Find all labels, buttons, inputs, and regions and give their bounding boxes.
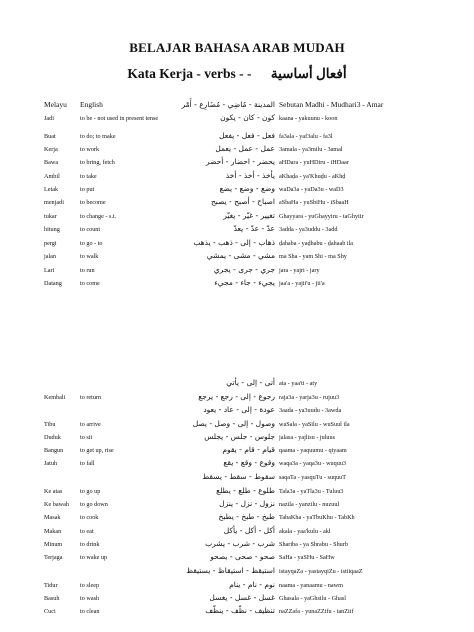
arabic-cell: استيقظ - استيقاظ - يستيقظ [186,566,275,575]
melayu-cell: Duduk [44,434,61,441]
arabic-cell: ذهاب - إلى - ذهب - يذهب [193,238,275,247]
english-cell: to walk [80,253,99,260]
arabic-cell: أكل - أكل - يأكل [223,526,275,535]
melayu-cell: Minum [44,541,63,548]
sebutan-cell: naama - yanaamu - nawm [279,582,343,589]
arabic-cell: طبخ - طبخ - يطبخ [218,512,275,521]
melayu-cell: Buat [44,133,56,140]
arabic-cell: قيام - قام - يقوم [222,445,275,454]
english-cell: to bring, fetch [80,159,115,166]
english-cell: to do; to make [80,133,116,140]
header-english: English [80,100,103,109]
arabic-cell: عدّ - عدّ - يعدّ [233,224,275,233]
sebutan-cell: jara - yajri - jary [279,267,320,274]
sebutan-cell: waqa3a - yaqa3u - wuquu3 [279,460,347,467]
melayu-cell: menjadi [44,199,64,206]
english-cell: to change - s.t. [80,213,117,220]
sebutan-cell: 3aada - ya3uudu - 3awda [279,407,342,414]
melayu-cell: hitung [44,226,60,233]
sebutan-cell: TabaKha - yaTbuKhu - TabKh [279,514,355,521]
melayu-cell: tukar [44,213,57,220]
melayu-cell: Ambil [44,173,60,180]
english-cell: to run [80,267,95,274]
melayu-cell: Ke bawah [44,501,69,508]
arabic-cell: عودة - إلى - عاد - يعود [203,405,275,414]
sebutan-cell: Ghayyara - yuGhayyiru - taGhyiir [279,213,364,220]
sebutan-cell: waSala - yaSilu - wuSuul ila [279,421,350,428]
arabic-cell: وقوع - وقع - يقع [223,458,275,467]
sebutan-cell: 3amala - ya3milu - 3amal [279,146,343,153]
sebutan-cell: naZZafa - yunaZZifu - tanZiif [279,608,354,615]
melayu-cell: Terjaga [44,554,63,561]
sebutan-cell: Ghasala - yaGhsilu - Ghasl [279,595,347,602]
melayu-cell: Kerja [44,146,58,153]
header-melayu: Melayu [44,100,67,109]
melayu-cell: Kembali [44,394,66,401]
arabic-cell: نوم - نام - ينام [229,580,275,589]
sebutan-cell: akala - yaa'kulu - akl [279,528,331,535]
subtitle-arabic: أفعال أساسية [270,66,347,81]
melayu-cell: Letak [44,186,59,193]
sebutan-cell: aKhaḏa - ya'Khuḏu - aKhḏ [279,173,346,180]
arabic-cell: جلوس - جلس - يجلس [204,432,275,441]
sebutan-cell: ḏahaba - yaḏhabu - ḏahaab ila [279,240,354,247]
melayu-cell: Cuci [44,608,56,615]
sebutan-cell: istayqaZa - yastayqiZu - istiiqaaZ [279,568,363,575]
sebutan-cell: aHDara - yuHDiru - iHDaar [279,159,349,166]
sebutan-cell: SaHa - yaSHu - SaHw [279,554,335,561]
english-cell: to be - not used in present tense [80,115,159,122]
melayu-cell: Makan [44,528,62,535]
page-subtitle [0,66,474,82]
subtitle-latin: Kata Kerja - verbs - - [127,66,252,81]
arabic-cell: يجيء - جاء - مجيء [214,278,275,287]
melayu-cell: Ke atas [44,488,63,495]
melayu-cell: Datang [44,280,62,287]
arabic-cell: طلوع - طلع - يطلع [216,486,275,495]
melayu-cell: pergi [44,240,57,247]
english-cell: to take [80,173,97,180]
melayu-cell: Jadi [44,115,54,122]
arabic-cell: سقوط - سقط - يسقط [202,472,275,481]
sebutan-cell: ata - yaa'ti - aty [279,380,318,387]
sebutan-cell: ma Sha - yam Shi - ma Shy [279,253,347,260]
english-cell: to fall [80,460,95,467]
melayu-cell: Tibu [44,421,56,428]
sebutan-cell: Shariba - ya Shrabu - Shurb [279,541,348,548]
arabic-cell: أتى - إلى - يأتي [226,378,275,387]
melayu-cell: Tidur [44,582,58,589]
arabic-cell: وضع - وضع - يضع [219,184,275,193]
melayu-cell: Lari [44,267,55,274]
melayu-cell: Jatuh [44,460,58,467]
sebutan-cell: fa3ala - yaf3alu - fa3l [279,133,333,140]
english-cell: to work [80,146,100,153]
english-cell: to sit [80,434,93,441]
english-cell: to become [80,199,106,206]
english-cell: to sleep [80,582,100,589]
sebutan-cell: jalasa - yajlisu - juluus [279,434,336,441]
sebutan-cell: Tala3a - yaTla3u - Tuluu3 [279,488,344,495]
english-cell: to put [80,186,95,193]
sebutan-cell: raja3a - yarja3u - rujuu3 [279,394,340,401]
english-cell: to wake up [80,554,108,561]
arabic-cell: اصباح - أصبح - يصبح [210,197,275,206]
arabic-cell: غسل - غسل - يغسل [209,593,275,602]
arabic-cell: شرب - شرب - يشرب [205,539,275,548]
sebutan-cell: aSbaHa - yuSbiHu - iSbaaH [279,199,349,206]
arabic-cell: مشي - مشى - يمشي [206,251,275,260]
english-cell: to come [80,280,100,287]
sebutan-cell: waDa3a - yaDa3u - waD3 [279,186,344,193]
english-cell: to drink [80,541,100,548]
arabic-cell: تغيير - غيّر - يغيّر [223,211,275,220]
sebutan-cell: 3adda - ya3uddu - 3add [279,226,338,233]
english-cell: to go - to [80,240,103,247]
header-arabic: المدينة - مُاضِي - مُضَارِع - أَمْر [181,100,275,109]
melayu-cell: jalan [44,253,57,260]
sebutan-cell: jaa'a - yajii'u - jii'a [279,280,325,287]
arabic-cell: تنظيف - نظّف - ينظّف [205,606,275,615]
arabic-cell: فعل - فعل - يفعل [219,131,275,140]
arabic-cell: وصول - إلى - وصل - يصل [192,419,275,428]
arabic-cell: صحو - صحى - يصحو [210,552,275,561]
sebutan-cell: kaana - yakuunu - koon [279,115,338,122]
melayu-cell: Bawa [44,159,59,166]
arabic-cell: نزول - نزل - ينزل [219,499,275,508]
melayu-cell: Bangun [44,447,64,454]
arabic-cell: كون - كان - يكون [220,113,275,122]
header-sebutan: Sebutan Madhi - Mudhari3 - Amar [279,100,384,109]
sebutan-cell: saqaTa - yasquTu - suquuT [279,474,347,481]
english-cell: to return [80,394,102,401]
melayu-cell: Basuh [44,595,60,602]
arabic-cell: يأخذ - أخذ - أخذ [225,171,275,180]
sebutan-cell: qaama - yaquumu - qiyaam [279,447,347,454]
english-cell: to count [80,226,101,233]
english-cell: to go up [80,488,101,495]
english-cell: to go down [80,501,108,508]
sebutan-cell: nazila - yanzilu - nuzuul [279,501,340,508]
arabic-cell: يحضر - احضار - أحضر [205,157,275,166]
arabic-cell: رجوع - إلى - رجع - يرجع [198,392,275,401]
english-cell: to arrive [80,421,101,428]
arabic-cell: عمل - عمل - يعمل [215,144,275,153]
english-cell: to clean [80,608,100,615]
english-cell: to get up, rise [80,447,114,454]
english-cell: to wash [80,595,100,602]
melayu-cell: Masak [44,514,61,521]
page-title: BELAJAR BAHASA ARAB MUDAH [129,40,345,55]
english-cell: to eat [80,528,94,535]
arabic-cell: جري - جرى - يجري [213,265,275,274]
english-cell: to cook [80,514,99,521]
